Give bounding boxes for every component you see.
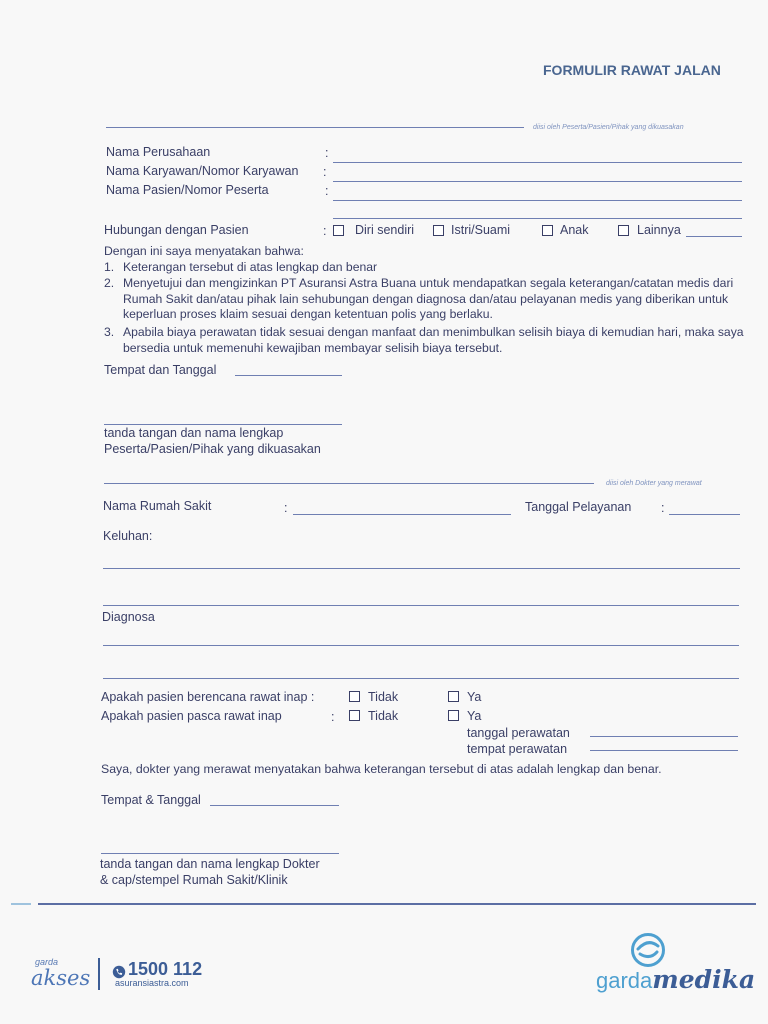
relation-spouse-label: Istri/Suami	[451, 223, 511, 237]
website: asuransiastra.com	[115, 978, 189, 988]
relation-self-checkbox[interactable]	[333, 225, 344, 236]
garda-akses-logo-small: garda	[35, 957, 59, 967]
inpatient-plan-label: Apakah pasien berencana rawat inap :	[101, 690, 315, 704]
footer-separator	[98, 958, 100, 990]
post-inpatient-yes-checkbox[interactable]	[448, 710, 459, 721]
patient-name-field-line[interactable]	[333, 200, 742, 201]
doctor-statement: Saya, dokter yang merawat menyatakan bahwa keterangan tersebut di atas adalah lengkap dan benar.	[101, 762, 662, 776]
doctor-signature-line[interactable]	[101, 853, 339, 854]
care-place-line[interactable]	[590, 750, 738, 751]
colon: :	[331, 710, 335, 724]
patient-signature-line[interactable]	[104, 424, 342, 425]
doctor-signature-caption: tanda tangan dan nama lengkap Dokter	[100, 857, 320, 871]
doctor-place-date-label: Tempat & Tanggal	[101, 793, 201, 807]
complaint-label: Keluhan:	[103, 529, 153, 543]
inpatient-plan-no-label: Tidak	[368, 690, 399, 704]
patient-place-date-label: Tempat dan Tanggal	[104, 363, 217, 377]
declaration-text: Menyetujui dan mengizinkan PT Asuransi Astra Buana untuk mendapatkan segala keterangan/catatan medis dari Rumah Sakit dan/atau pihak lain sehubungan dengan diagnosa dan/atau pelayanan medis yang diberikan untuk keperluan proses klaim sesuai dengan ketentuan polis yang berlaku.	[123, 276, 734, 321]
post-inpatient-label: Apakah pasien pasca rawat inap	[101, 709, 282, 723]
declaration-text: Keterangan tersebut di atas lengkap dan benar	[123, 260, 378, 274]
service-date-field-line[interactable]	[669, 514, 740, 515]
care-date-line[interactable]	[590, 736, 738, 737]
post-inpatient-no-label: Tidak	[368, 709, 399, 723]
complaint-line[interactable]	[103, 605, 739, 606]
service-date-label: Tanggal Pelayanan	[525, 500, 632, 514]
company-label: Nama Perusahaan	[106, 145, 211, 159]
diagnosis-line[interactable]	[103, 645, 739, 646]
declaration-number: 3.	[104, 325, 115, 339]
relation-other-checkbox[interactable]	[618, 225, 629, 236]
patient-signature-caption: Peserta/Pasien/Pihak yang dikuasakan	[104, 442, 321, 456]
relation-self-label: Diri sendiri	[355, 223, 415, 237]
inpatient-plan-yes-label: Ya	[467, 690, 482, 704]
phone-number: 1500 112	[128, 959, 203, 979]
patient-section-note: diisi oleh Peserta/Pasien/Pihak yang dikuasakan	[533, 124, 684, 131]
garda-medika-word-medika: medika	[652, 965, 756, 994]
declaration-text: Apabila biaya perawatan tidak sesuai dengan manfaat dan menimbulkan selisih biaya di kemudian hari, maka saya bersedia untuk memenuhi kewajiban membayar selisih biaya tersebut.	[123, 325, 744, 355]
complaint-line[interactable]	[103, 568, 740, 569]
relation-other-label: Lainnya	[637, 223, 681, 237]
doctor-signature-caption: & cap/stempel Rumah Sakit/Klinik	[100, 873, 288, 887]
garda-akses-logo: akses	[31, 966, 91, 990]
inpatient-plan-no-checkbox[interactable]	[349, 691, 360, 702]
section-divider-doctor	[104, 483, 594, 484]
hospital-label: Nama Rumah Sakit	[103, 499, 212, 513]
declaration-intro: Dengan ini saya menyatakan bahwa:	[104, 244, 304, 258]
extra-field-line[interactable]	[333, 218, 742, 219]
doctor-section-note: diisi oleh Dokter yang merawat	[606, 480, 702, 487]
phone-icon	[112, 963, 126, 977]
inpatient-plan-yes-checkbox[interactable]	[448, 691, 459, 702]
colon: :	[284, 501, 288, 515]
doctor-place-date-line[interactable]	[210, 805, 339, 806]
patient-place-date-line[interactable]	[235, 375, 342, 376]
garda-medika-logo	[596, 965, 755, 994]
colon: :	[323, 224, 327, 238]
hospital-field-line[interactable]	[293, 514, 511, 515]
declaration-number: 1.	[104, 260, 115, 274]
colon: :	[325, 184, 329, 198]
relation-child-label: Anak	[560, 223, 589, 237]
employee-field-line[interactable]	[333, 181, 742, 182]
care-date-label: tanggal perawatan	[467, 726, 570, 740]
form-title: FORMULIR RAWAT JALAN	[543, 62, 721, 78]
relation-spouse-checkbox[interactable]	[433, 225, 444, 236]
diagnosis-label: Diagnosa	[102, 610, 155, 624]
diagnosis-line[interactable]	[103, 678, 739, 679]
section-divider-top	[106, 127, 524, 128]
declaration-number: 2.	[104, 276, 115, 290]
post-inpatient-yes-label: Ya	[467, 709, 482, 723]
post-inpatient-no-checkbox[interactable]	[349, 710, 360, 721]
garda-medika-word-garda: garda	[596, 968, 653, 993]
colon: :	[325, 146, 329, 160]
company-field-line[interactable]	[333, 162, 742, 163]
employee-label: Nama Karyawan/Nomor Karyawan	[106, 164, 299, 178]
patient-signature-caption: tanda tangan dan nama lengkap	[104, 426, 284, 440]
relation-label: Hubungan dengan Pasien	[104, 223, 249, 237]
colon: :	[323, 165, 327, 179]
colon: :	[661, 501, 665, 515]
footer-divider-accent	[11, 903, 31, 905]
patient-name-label: Nama Pasien/Nomor Peserta	[106, 183, 269, 197]
relation-child-checkbox[interactable]	[542, 225, 553, 236]
relation-other-field-line[interactable]	[686, 236, 742, 237]
hotline	[112, 959, 202, 980]
footer-divider	[38, 903, 756, 905]
care-place-label: tempat perawatan	[467, 742, 568, 756]
